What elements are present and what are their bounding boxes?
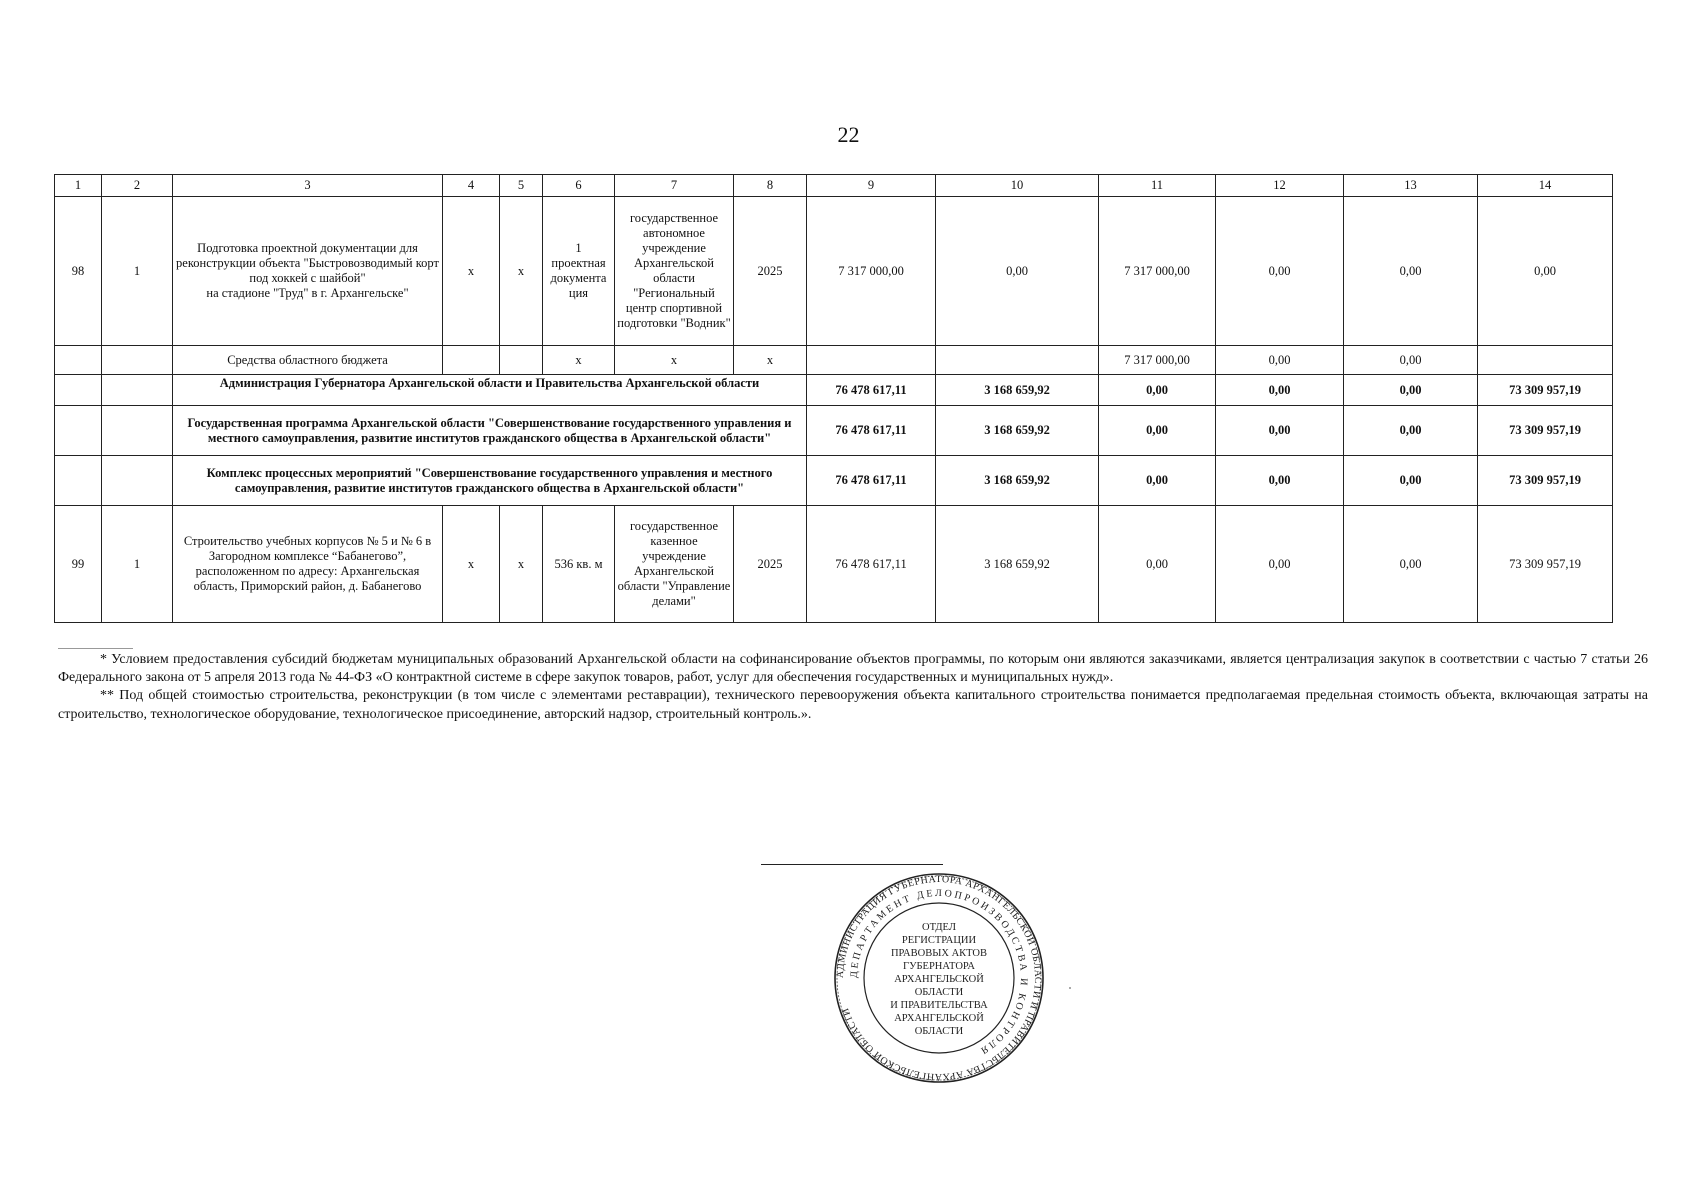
- column-header: 12: [1216, 175, 1344, 197]
- customer-cell: государственное казенное учреждение Архангельской области "Управление делами": [615, 506, 734, 623]
- cell-x: х: [734, 346, 807, 375]
- page-number: 22: [837, 122, 860, 147]
- amount-cell: 73 309 957,19: [1478, 456, 1613, 506]
- row-number: 98: [55, 197, 102, 346]
- year-cell: 2025: [734, 506, 807, 623]
- group-title: Администрация Губернатора Архангельской области и Правительства Архангельской области: [173, 375, 807, 406]
- stamp-line: АРХАНГЕЛЬСКОЙ: [894, 1013, 984, 1024]
- end-of-document-line: [761, 864, 943, 865]
- capacity-cell: 1 проектная документа ция: [543, 197, 615, 346]
- amount-cell: 0,00: [1099, 506, 1216, 623]
- amount-cell: 0,00: [1216, 197, 1344, 346]
- cell-x: х: [500, 197, 543, 346]
- column-header: 2: [102, 175, 173, 197]
- sub-number: 1: [102, 197, 173, 346]
- footnotes: [58, 651, 1648, 724]
- amount-cell: 7 317 000,00: [807, 197, 936, 346]
- amount-cell: 0,00: [1344, 406, 1478, 456]
- amount-cell: 3 168 659,92: [936, 375, 1099, 406]
- column-header: 1: [55, 175, 102, 197]
- amount-cell: 73 309 957,19: [1478, 375, 1613, 406]
- amount-cell: [807, 346, 936, 375]
- stamp-inner-ring-text: ДЕПАРТАМЕНТ ДЕЛОПРОИЗВОДСТВА И КОНТРОЛЯ: [848, 887, 1030, 1057]
- amount-cell: 0,00: [1478, 197, 1613, 346]
- amount-cell: 0,00: [1216, 346, 1344, 375]
- amount-cell: 3 168 659,92: [936, 506, 1099, 623]
- group-row: [55, 406, 1613, 456]
- amount-cell: 76 478 617,11: [807, 406, 936, 456]
- stamp-line: ПРАВОВЫХ АКТОВ: [890, 948, 988, 959]
- row-number: 99: [55, 506, 102, 623]
- column-header: 14: [1478, 175, 1613, 197]
- amount-cell: 7 317 000,00: [1099, 197, 1216, 346]
- column-header: 9: [807, 175, 936, 197]
- cell-x: х: [615, 346, 734, 375]
- registration-stamp: [833, 872, 1045, 1084]
- amount-cell: 0,00: [1344, 197, 1478, 346]
- stamp-line: АРХАНГЕЛЬСКОЙ: [894, 974, 984, 985]
- column-header: 11: [1099, 175, 1216, 197]
- group-row: [55, 456, 1613, 506]
- amount-cell: 0,00: [1344, 456, 1478, 506]
- amount-cell: 0,00: [1344, 346, 1478, 375]
- cell-x: х: [443, 506, 500, 623]
- amount-cell: 0,00: [1344, 375, 1478, 406]
- amount-cell: 0,00: [1216, 506, 1344, 623]
- amount-cell: 76 478 617,11: [807, 375, 936, 406]
- stamp-ring-text: АДМИНИСТРАЦИЯ ГУБЕРНАТОРА АРХАНГЕЛЬСКОЙ ОБЛАСТИ И ПРАВИТЕЛЬСТВА АРХАНГЕЛЬСКОЙ ОБЛАСТИ: [834, 873, 1044, 1083]
- group-row: [55, 375, 1613, 406]
- cell-x: [500, 346, 543, 375]
- amount-cell: 0,00: [1216, 375, 1344, 406]
- cell-x: х: [443, 197, 500, 346]
- amount-cell: 0,00: [1344, 506, 1478, 623]
- amount-cell: 73 309 957,19: [1478, 506, 1613, 623]
- capacity-cell: 536 кв. м: [543, 506, 615, 623]
- capital-construction-table: [54, 174, 1613, 623]
- cell-x: х: [500, 506, 543, 623]
- footnote: ** Под общей стоимостью строительства, реконструкции (в том числе с элементами реставрации), технического перевооружения объекта капитального строительства понимается предполагаемая предельная стоимость объекта, включающая затраты на строительство, технологическое оборудование, технологическое присоединение, авторский надзор, строительный контроль.».: [58, 688, 1648, 722]
- stamp-line: ОТДЕЛ: [922, 922, 956, 933]
- stamp-line: И ПРАВИТЕЛЬСТВА: [890, 1000, 988, 1011]
- footnote: * Условием предоставления субсидий бюджетам муниципальных образований Архангельской области на софинансирование объектов программы, по которым они являются заказчиками, является централизация закупок в соответствии с частью 7 статьи 26 Федерального закона от 5 апреля 2013 года № 44-ФЗ «О контрактной системе в сфере закупок товаров, работ, услуг для обеспечения государственных и муниципальных нужд».: [58, 652, 1648, 686]
- object-name: Строительство учебных корпусов № 5 и № 6 в Загородном комплексе “Бабанегово”, расположенном по адресу: Архангельская область, Приморский район, д. Бабанегово: [173, 506, 443, 623]
- group-title: Комплекс процессных мероприятий "Совершенствование государственного управления и местного самоуправления, развитие институтов гражданского общества в Архангельской области": [173, 456, 807, 506]
- stamp-line: РЕГИСТРАЦИИ: [901, 935, 977, 946]
- column-header: 3: [173, 175, 443, 197]
- amount-cell: 76 478 617,11: [807, 506, 936, 623]
- scan-dot: [1069, 987, 1071, 989]
- stamp-line: ГУБЕРНАТОРА: [903, 961, 975, 972]
- column-header: 13: [1344, 175, 1478, 197]
- object-name: Подготовка проектной документации для реконструкции объекта "Быстровозводимый корт под хоккей с шайбой" на стадионе "Труд" в г. Архангельске": [173, 197, 443, 346]
- stamp-line: ОБЛАСТИ: [914, 987, 964, 998]
- stamp-line: ОБЛАСТИ: [914, 1026, 964, 1037]
- amount-cell: 3 168 659,92: [936, 406, 1099, 456]
- column-number-header-row: [55, 175, 1613, 197]
- amount-cell: 7 317 000,00: [1099, 346, 1216, 375]
- amount-cell: [936, 346, 1099, 375]
- column-header: 5: [500, 175, 543, 197]
- sub-number: 1: [102, 506, 173, 623]
- year-cell: 2025: [734, 197, 807, 346]
- row-number: [55, 346, 102, 375]
- table-row: [55, 506, 1613, 623]
- amount-cell: [1478, 346, 1613, 375]
- funding-source: Средства областного бюджета: [173, 346, 443, 375]
- column-header: 6: [543, 175, 615, 197]
- table-row: [55, 197, 1613, 346]
- amount-cell: 0,00: [1216, 456, 1344, 506]
- group-title: Государственная программа Архангельской области "Совершенствование государственного управления и местного самоуправления, развитие институтов гражданского общества в Архангельской области": [173, 406, 807, 456]
- amount-cell: 0,00: [1099, 406, 1216, 456]
- column-header: 4: [443, 175, 500, 197]
- amount-cell: 0,00: [1099, 375, 1216, 406]
- table-row: [55, 346, 1613, 375]
- amount-cell: 76 478 617,11: [807, 456, 936, 506]
- cell-x: х: [543, 346, 615, 375]
- customer-cell: государственное автономное учреждение Архангельской области "Региональный центр спортивной подготовки "Водник": [615, 197, 734, 346]
- amount-cell: 3 168 659,92: [936, 456, 1099, 506]
- cell-x: [443, 346, 500, 375]
- column-header: 7: [615, 175, 734, 197]
- column-header: 10: [936, 175, 1099, 197]
- footnote-divider: [58, 648, 133, 649]
- amount-cell: 73 309 957,19: [1478, 406, 1613, 456]
- amount-cell: 0,00: [1216, 406, 1344, 456]
- sub-number: [102, 346, 173, 375]
- amount-cell: 0,00: [1099, 456, 1216, 506]
- amount-cell: 0,00: [936, 197, 1099, 346]
- column-header: 8: [734, 175, 807, 197]
